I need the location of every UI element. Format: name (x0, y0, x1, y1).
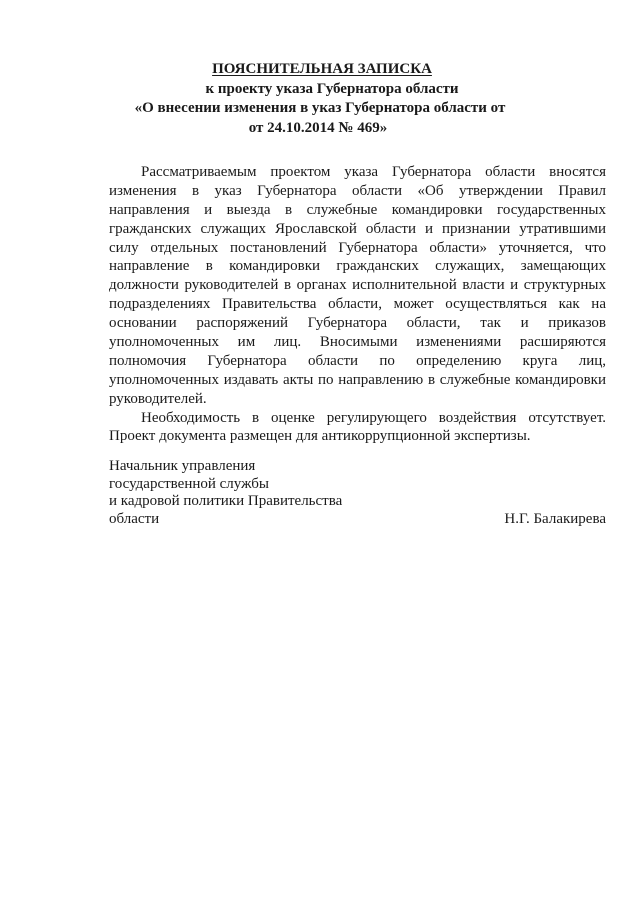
signature-last-row (109, 511, 606, 529)
body-line: Проект документа размещен для антикоррупционной экспертизы. (109, 428, 531, 445)
heading-line-2: к проекту указа Губернатора области (205, 80, 459, 97)
signer-name: Н.Г. Балакирева (504, 511, 606, 528)
body-line: Рассматриваемым проектом указа Губернатора области вносятся (141, 164, 606, 180)
signature-block (109, 458, 606, 529)
paragraph-2 (109, 409, 606, 447)
signer-position-line: области (109, 511, 160, 528)
body-line: направление в командировки гражданских служащих, замещающих (109, 258, 606, 275)
body-line: должности руководителей в органах исполнительной власти и структурных (109, 277, 606, 294)
body-line: подразделениях Правительства области, может осуществляться как на (109, 296, 606, 313)
body-line: руководителей. (109, 390, 207, 407)
body-line: направления и выезда в служебные командировки государственных (109, 201, 606, 218)
body-line: Необходимость в оценке регулирующего воздействия отсутствует. (141, 409, 606, 426)
document-body (109, 163, 606, 446)
paragraph-1 (109, 163, 606, 409)
body-line: полномочия Губернатора области по определению круга лиц, (109, 352, 606, 369)
document-heading (0, 60, 640, 138)
body-line: изменения в указ Губернатора области «Об утверждении Правил (109, 182, 606, 199)
body-line: силу отдельных постановлений Губернатора области» уточняется, что (109, 239, 606, 256)
body-line: основании распоряжений Губернатора области, так и приказов (109, 315, 606, 332)
body-line: гражданских служащих Ярославской области и признании утратившими (109, 220, 606, 237)
signer-position-line: и кадровой политики Правительства (109, 493, 343, 510)
signer-position-line: государственной службы (109, 475, 269, 492)
body-line: уполномоченных им лиц. Вносимыми изменениями расширяются (109, 334, 606, 351)
heading-line-3: «О внесении изменения в указ Губернатора области от (134, 100, 506, 116)
document-title: ПОЯСНИТЕЛЬНАЯ ЗАПИСКА (212, 61, 432, 77)
signer-position-line: Начальник управления (109, 458, 256, 474)
body-line: уполномоченных издавать акты по направлению в служебные командировки (109, 371, 606, 388)
heading-line-4: от 24.10.2014 № 469» (248, 119, 388, 136)
